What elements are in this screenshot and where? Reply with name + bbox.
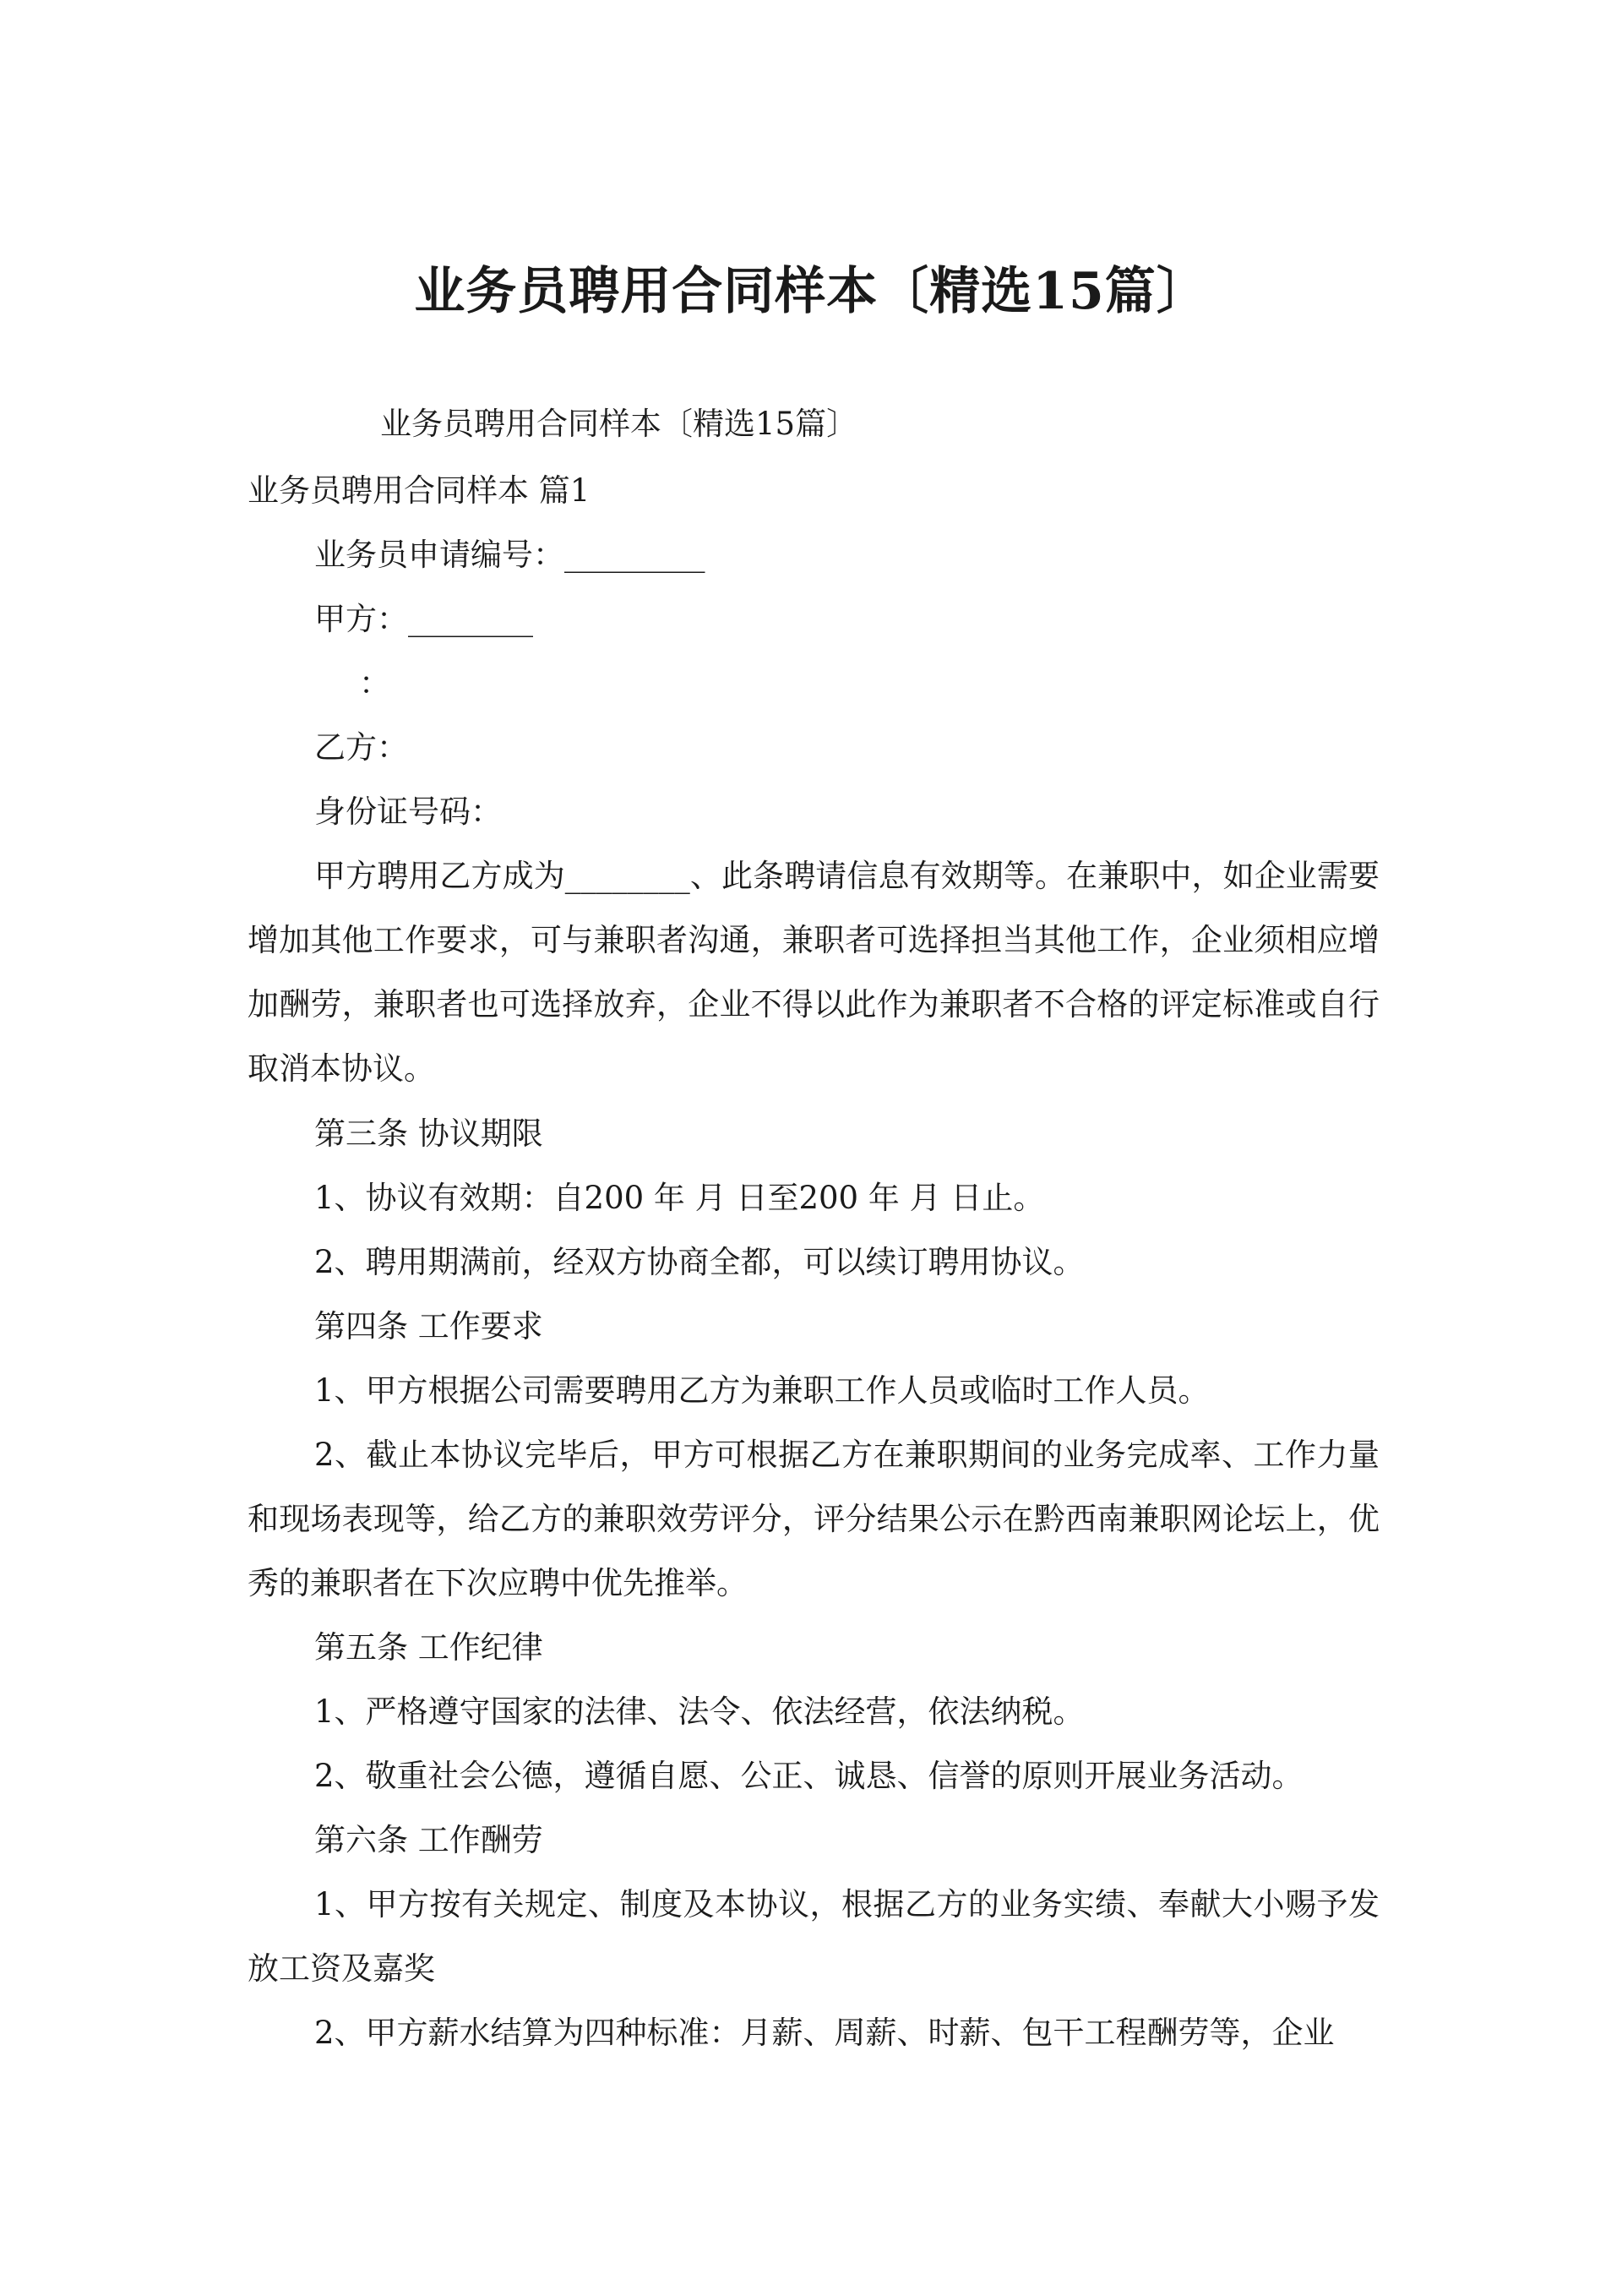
- article-6-title: 第六条 工作酬劳: [314, 1822, 543, 1858]
- article-5-title: 第五条 工作纪律: [314, 1629, 543, 1666]
- party-a-field: 甲方：________: [314, 601, 533, 637]
- document-title: 业务员聘用合同样本〔精选15篇〕: [414, 262, 1208, 321]
- application-number-field: 业务员申请编号：_________: [314, 537, 705, 573]
- article-4-clause-2: 2、截止本协议完毕后，甲方可根据乙方在兼职期间的业务完成率、工作力量和现场表现等，给乙方的兼职效劳评分，评分结果公示在黔西南兼职网论坛上，优秀的兼职者在下次应聘中优先推举。: [248, 1437, 1380, 1601]
- article-6-clause-1: 1、甲方按有关规定、制度及本协议，根据乙方的业务实绩、奉献大小赐予发放工资及嘉奖: [248, 1886, 1380, 1987]
- id-number-field: 身份证号码：: [314, 794, 502, 830]
- article-6-clause-2: 2、甲方薪水结算为四种标准：月薪、周薪、时薪、包干工程酬劳等，企业: [314, 2015, 1335, 2051]
- article-3-clause-1: 1、协议有效期：自200 年 月 日至200 年 月 日止。: [314, 1180, 1045, 1216]
- article-4-title: 第四条 工作要求: [314, 1308, 543, 1344]
- colon-line: ：: [359, 665, 390, 701]
- intro-paragraph: 甲方聘用乙方成为________、此条聘请信息有效期等。在兼职中，如企业需要增加其他工作要求，可与兼职者沟通，兼职者可选择担当其他工作，企业须相应增加酬劳，兼职者也可选择放弃，企业不得以此作为兼职者不合格的评定标准或自行取消本协议。: [248, 858, 1380, 1087]
- article-3-title: 第三条 协议期限: [314, 1115, 543, 1152]
- article-5-clause-2: 2、敬重社会公德，遵循自愿、公正、诚恳、信誉的原则开展业务活动。: [314, 1758, 1304, 1794]
- section-heading: 业务员聘用合同样本 篇1: [248, 472, 591, 509]
- party-b-field: 乙方：: [314, 729, 408, 766]
- article-3-clause-2: 2、聘用期满前，经双方协商全都，可以续订聘用协议。: [314, 1244, 1085, 1280]
- article-4-clause-1: 1、甲方根据公司需要聘用乙方为兼职工作人员或临时工作人员。: [314, 1372, 1210, 1409]
- document-subtitle: 业务员聘用合同样本〔精选15篇〕: [380, 406, 858, 442]
- article-5-clause-1: 1、严格遵守国家的法律、法令、依法经营，依法纳税。: [314, 1693, 1085, 1730]
